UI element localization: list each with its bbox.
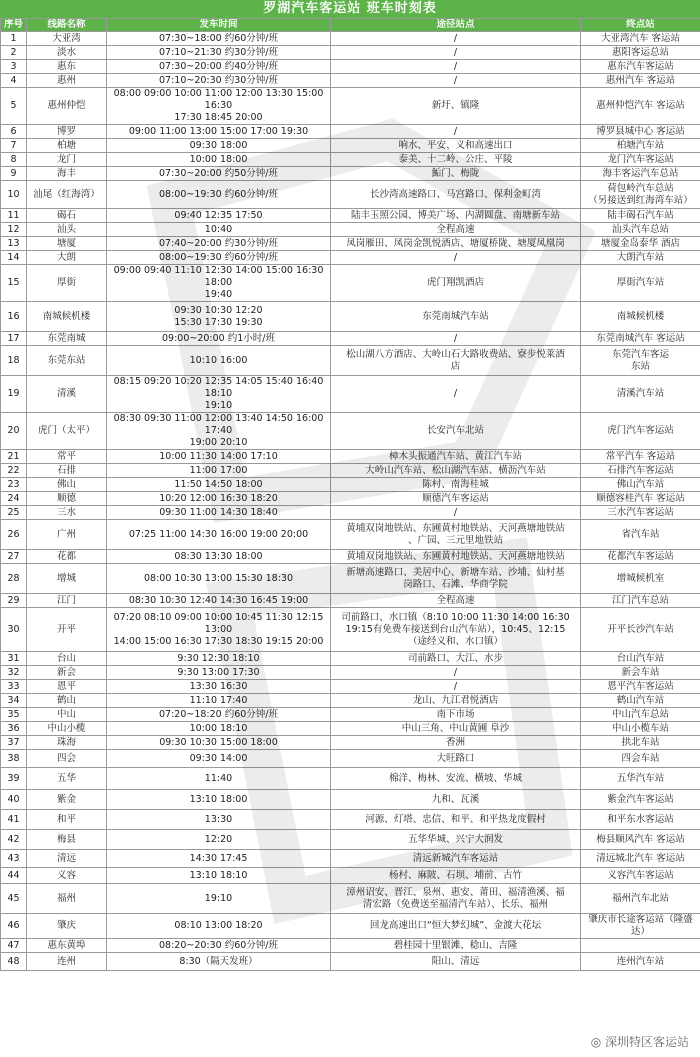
cell-time: 11:50 14:50 18:00 xyxy=(107,478,331,492)
table-row xyxy=(1,520,700,550)
cell-dest: 顺德容桂汽车 客运站 xyxy=(581,492,700,506)
cell-via: 阳山、清远 xyxy=(331,953,581,971)
cell-line: 塘厦 xyxy=(27,237,107,251)
table-row xyxy=(1,790,700,810)
table-row xyxy=(1,708,700,722)
table-row xyxy=(1,652,700,666)
cell-line: 常平 xyxy=(27,450,107,464)
cell-line: 汕头 xyxy=(27,223,107,237)
cell-via: / xyxy=(331,506,581,520)
cell-no: 47 xyxy=(1,939,27,953)
cell-time: 11:00 17:00 xyxy=(107,464,331,478)
cell-no: 9 xyxy=(1,167,27,181)
cell-dest: 柏塘汽车站 xyxy=(581,139,700,153)
cell-time: 13:10 18:10 xyxy=(107,868,331,884)
cell-via: 漳州诏安、晋江、泉州、惠安、莆田、福清渔溪、福 清宏路（免费送至福清汽车站）、长乐、福州 xyxy=(331,884,581,914)
cell-no: 43 xyxy=(1,850,27,868)
cell-no: 19 xyxy=(1,376,27,413)
table-row xyxy=(1,167,700,181)
cell-dest: 义容汽车客运站 xyxy=(581,868,700,884)
cell-time: 09:30 10:30 12:20 15:30 17:30 19:30 xyxy=(107,302,331,332)
cell-time: 08:20~20:30 约60分钟/班 xyxy=(107,939,331,953)
cell-line: 中山 xyxy=(27,708,107,722)
table-row xyxy=(1,830,700,850)
cell-dest: 惠州仲恺汽车 客运站 xyxy=(581,88,700,125)
cell-time: 08:10 13:00 18:20 xyxy=(107,914,331,939)
cell-time: 12:20 xyxy=(107,830,331,850)
cell-line: 增城 xyxy=(27,564,107,594)
cell-line: 惠州仲恺 xyxy=(27,88,107,125)
cell-line: 汕尾（红海湾） xyxy=(27,181,107,209)
cell-line: 惠州 xyxy=(27,74,107,88)
table-row xyxy=(1,223,700,237)
cell-time: 09:30 11:00 14:30 18:40 xyxy=(107,506,331,520)
cell-line: 紫金 xyxy=(27,790,107,810)
table-row xyxy=(1,564,700,594)
cell-dest: 大亚湾汽车 客运站 xyxy=(581,32,700,46)
cell-no: 34 xyxy=(1,694,27,708)
cell-dest: 增城候机室 xyxy=(581,564,700,594)
cell-via: / xyxy=(331,251,581,265)
cell-via: 虎门翔凯酒店 xyxy=(331,265,581,302)
cell-via: / xyxy=(331,666,581,680)
cell-no: 15 xyxy=(1,265,27,302)
cell-dest: 肇庆市长途客运站（隆盛达） xyxy=(581,914,700,939)
cell-no: 14 xyxy=(1,251,27,265)
cell-no: 31 xyxy=(1,652,27,666)
cell-time: 07:30~20:00 约40分钟/班 xyxy=(107,60,331,74)
cell-dest: 五华汽车站 xyxy=(581,768,700,790)
cell-via: 陈村、南海桂城 xyxy=(331,478,581,492)
table-row xyxy=(1,209,700,223)
cell-no: 2 xyxy=(1,46,27,60)
table-row xyxy=(1,125,700,139)
schedule-table xyxy=(0,18,700,971)
cell-time: 13:10 18:00 xyxy=(107,790,331,810)
watermark-logo: ◎ 深圳特区客运站 xyxy=(588,1032,692,1051)
cell-time: 11:10 17:40 xyxy=(107,694,331,708)
cell-via: / xyxy=(331,46,581,60)
cell-time: 09:00 11:00 13:00 15:00 17:00 19:30 xyxy=(107,125,331,139)
cell-via: 清远新城汽车客运站 xyxy=(331,850,581,868)
cell-line: 广州 xyxy=(27,520,107,550)
table-row xyxy=(1,666,700,680)
cell-line: 连州 xyxy=(27,953,107,971)
cell-via: / xyxy=(331,125,581,139)
cell-dest: 紫金汽车客运站 xyxy=(581,790,700,810)
cell-via: 长安汽车北站 xyxy=(331,413,581,450)
cell-time: 08:15 09:20 10:20 12:35 14:05 15:40 16:40 18:10 19:10 xyxy=(107,376,331,413)
table-row xyxy=(1,32,700,46)
cell-time: 11:40 xyxy=(107,768,331,790)
table-row xyxy=(1,332,700,346)
cell-no: 18 xyxy=(1,346,27,376)
cell-time: 10:10 16:00 xyxy=(107,346,331,376)
table-row xyxy=(1,181,700,209)
cell-time: 13:30 16:30 xyxy=(107,680,331,694)
cell-line: 恩平 xyxy=(27,680,107,694)
cell-dest: 塘厦金岛泰华 酒店 xyxy=(581,237,700,251)
cell-dest: 东莞南城汽车 客运站 xyxy=(581,332,700,346)
table-row xyxy=(1,478,700,492)
table-row xyxy=(1,722,700,736)
table-row xyxy=(1,608,700,652)
cell-dest: 惠州汽车 客运站 xyxy=(581,74,700,88)
table-body xyxy=(1,32,700,971)
table-row xyxy=(1,346,700,376)
cell-line: 博罗 xyxy=(27,125,107,139)
cell-line: 义容 xyxy=(27,868,107,884)
table-row xyxy=(1,464,700,478)
cell-time: 19:10 xyxy=(107,884,331,914)
cell-no: 42 xyxy=(1,830,27,850)
cell-via: 大岭山汽车站、松山湖汽车站、横沥汽车站 xyxy=(331,464,581,478)
cell-dest: 荷包岭汽车总站 （另接送到红海湾车站） xyxy=(581,181,700,209)
cell-time: 07:30~18:00 约60分钟/班 xyxy=(107,32,331,46)
cell-time: 08:30 09:30 11:00 12:00 13:40 14:50 16:00 17:40 19:00 20:10 xyxy=(107,413,331,450)
table-row xyxy=(1,265,700,302)
cell-time: 8:30（隔天发班） xyxy=(107,953,331,971)
cell-no: 26 xyxy=(1,520,27,550)
table-row xyxy=(1,750,700,768)
cell-no: 13 xyxy=(1,237,27,251)
cell-dest: 和平东水客运站 xyxy=(581,810,700,830)
cell-no: 1 xyxy=(1,32,27,46)
cell-line: 五华 xyxy=(27,768,107,790)
cell-no: 38 xyxy=(1,750,27,768)
cell-line: 江门 xyxy=(27,594,107,608)
cell-time: 10:00 11:30 14:00 17:10 xyxy=(107,450,331,464)
table-row xyxy=(1,506,700,520)
table-row xyxy=(1,736,700,750)
cell-via: / xyxy=(331,332,581,346)
cell-dest: 惠东汽车客运站 xyxy=(581,60,700,74)
cell-time: 9:30 12:30 18:10 xyxy=(107,652,331,666)
cell-line: 花都 xyxy=(27,550,107,564)
cell-time: 09:30 14:00 xyxy=(107,750,331,768)
cell-no: 39 xyxy=(1,768,27,790)
cell-time: 07:20~18:20 约60分钟/班 xyxy=(107,708,331,722)
cell-no: 6 xyxy=(1,125,27,139)
cell-line: 三水 xyxy=(27,506,107,520)
cell-line: 虎门（太平） xyxy=(27,413,107,450)
table-row xyxy=(1,914,700,939)
cell-line: 惠东 xyxy=(27,60,107,74)
cell-no: 30 xyxy=(1,608,27,652)
watermark-logo-text: 深圳特区客运站 xyxy=(604,1035,689,1049)
table-row xyxy=(1,868,700,884)
cell-no: 22 xyxy=(1,464,27,478)
cell-dest: 梅县顺风汽车 客运站 xyxy=(581,830,700,850)
cell-no: 21 xyxy=(1,450,27,464)
cell-line: 东莞东站 xyxy=(27,346,107,376)
cell-no: 45 xyxy=(1,884,27,914)
cell-dest: 鹤山汽车站 xyxy=(581,694,700,708)
table-row xyxy=(1,884,700,914)
table-row xyxy=(1,302,700,332)
cell-no: 40 xyxy=(1,790,27,810)
cell-dest: 台山汽车站 xyxy=(581,652,700,666)
cell-no: 5 xyxy=(1,88,27,125)
cell-line: 厚街 xyxy=(27,265,107,302)
cell-no: 7 xyxy=(1,139,27,153)
cell-via: 碧桂园十里银滩、稔山、吉隆 xyxy=(331,939,581,953)
cell-dest: 花都汽车客运站 xyxy=(581,550,700,564)
cell-dest: 汕头汽车总站 xyxy=(581,223,700,237)
cell-line: 大朗 xyxy=(27,251,107,265)
cell-no: 41 xyxy=(1,810,27,830)
table-row xyxy=(1,492,700,506)
cell-via: 棉洋、梅林、安流、横坡、华城 xyxy=(331,768,581,790)
header-line: 线路名称 xyxy=(27,19,107,32)
cell-line: 四会 xyxy=(27,750,107,768)
cell-via: 泰美、十二岭、公庄、平陵 xyxy=(331,153,581,167)
cell-via: 杨村、麻陂、石坝、埔前、古竹 xyxy=(331,868,581,884)
cell-time: 07:40~20:00 约30分钟/班 xyxy=(107,237,331,251)
cell-dest: 清溪汽车站 xyxy=(581,376,700,413)
cell-line: 肇庆 xyxy=(27,914,107,939)
table-row xyxy=(1,46,700,60)
cell-dest: 江门汽车总站 xyxy=(581,594,700,608)
cell-no: 8 xyxy=(1,153,27,167)
cell-dest: 拱北车站 xyxy=(581,736,700,750)
cell-dest: 中山小榄车站 xyxy=(581,722,700,736)
table-row xyxy=(1,251,700,265)
cell-dest: 厚街汽车站 xyxy=(581,265,700,302)
cell-no: 35 xyxy=(1,708,27,722)
cell-line: 中山小榄 xyxy=(27,722,107,736)
table-header-row xyxy=(1,19,700,32)
cell-via: 中山三角、中山黄圃 阜沙 xyxy=(331,722,581,736)
cell-no: 48 xyxy=(1,953,27,971)
cell-via: / xyxy=(331,60,581,74)
cell-dest: 大朗汽车站 xyxy=(581,251,700,265)
cell-time: 07:10~21:30 约30分钟/班 xyxy=(107,46,331,60)
cell-dest: 石排汽车客运站 xyxy=(581,464,700,478)
cell-via: / xyxy=(331,32,581,46)
cell-no: 36 xyxy=(1,722,27,736)
cell-via: 司前路口、水口镇（8:10 10:00 11:30 14:00 16:30 19:15有免费车接送到台山汽车站），10:45、12:15 （途经义和、水口镇） xyxy=(331,608,581,652)
cell-via: 河源、灯塔、忠信、和平、和平热龙度假村 xyxy=(331,810,581,830)
cell-dest: 龙门汽车客运站 xyxy=(581,153,700,167)
cell-via: 大旺路口 xyxy=(331,750,581,768)
cell-time: 08:30 10:30 12:40 14:30 16:45 19:00 xyxy=(107,594,331,608)
header-dest: 终点站 xyxy=(581,19,700,32)
cell-time: 07:30~20:00 约50分钟/班 xyxy=(107,167,331,181)
cell-time: 10:20 12:00 16:30 18:20 xyxy=(107,492,331,506)
cell-line: 东莞南城 xyxy=(27,332,107,346)
cell-via: 东莞南城汽车站 xyxy=(331,302,581,332)
cell-no: 29 xyxy=(1,594,27,608)
table-row xyxy=(1,953,700,971)
cell-time: 07:25 11:00 14:30 16:00 19:00 20:00 xyxy=(107,520,331,550)
cell-time: 07:20 08:10 09:00 10:00 10:45 11:30 12:15 13:00 14:00 15:00 16:30 17:30 18:30 19:15 20:00 xyxy=(107,608,331,652)
cell-dest: 虎门汽车客运站 xyxy=(581,413,700,450)
cell-dest: 新会车站 xyxy=(581,666,700,680)
cell-via: 司前路口、大江、水步 xyxy=(331,652,581,666)
cell-via: 顺德汽车客运站 xyxy=(331,492,581,506)
cell-dest: 陆丰碣石汽车站 xyxy=(581,209,700,223)
cell-line: 惠东黄埠 xyxy=(27,939,107,953)
table-row xyxy=(1,139,700,153)
cell-time: 07:10~20:30 约30分钟/班 xyxy=(107,74,331,88)
cell-no: 46 xyxy=(1,914,27,939)
cell-dest xyxy=(581,939,700,953)
cell-via: 全程高速 xyxy=(331,223,581,237)
cell-dest: 清远城北汽车 客运站 xyxy=(581,850,700,868)
cell-via: 九和、瓦溪 xyxy=(331,790,581,810)
cell-dest: 海丰客运汽车总站 xyxy=(581,167,700,181)
table-row xyxy=(1,88,700,125)
cell-via: 松山湖八方酒店、大岭山石大路收费站、寮步悦莱酒 店 xyxy=(331,346,581,376)
cell-dest: 佛山汽车站 xyxy=(581,478,700,492)
cell-time: 09:30 10:30 15:00 18:00 xyxy=(107,736,331,750)
cell-dest: 连州汽车站 xyxy=(581,953,700,971)
cell-no: 44 xyxy=(1,868,27,884)
table-row xyxy=(1,550,700,564)
cell-no: 37 xyxy=(1,736,27,750)
cell-no: 24 xyxy=(1,492,27,506)
cell-no: 12 xyxy=(1,223,27,237)
cell-no: 3 xyxy=(1,60,27,74)
cell-line: 大亚湾 xyxy=(27,32,107,46)
cell-time: 10:00 18:10 xyxy=(107,722,331,736)
cell-line: 海丰 xyxy=(27,167,107,181)
cell-time: 09:00~20:00 约1小时/班 xyxy=(107,332,331,346)
cell-no: 10 xyxy=(1,181,27,209)
cell-line: 梅县 xyxy=(27,830,107,850)
cell-time: 08:30 13:30 18:00 xyxy=(107,550,331,564)
cell-no: 33 xyxy=(1,680,27,694)
table-row xyxy=(1,694,700,708)
cell-dest: 常平汽车 客运站 xyxy=(581,450,700,464)
cell-line: 开平 xyxy=(27,608,107,652)
table-row xyxy=(1,450,700,464)
cell-time: 09:00 09:40 11:10 12:30 14:00 15:00 16:30 18:00 19:40 xyxy=(107,265,331,302)
cell-time: 9:30 13:00 17:30 xyxy=(107,666,331,680)
cell-time: 08:00~19:30 约60分钟/班 xyxy=(107,251,331,265)
cell-line: 石排 xyxy=(27,464,107,478)
cell-time: 10:40 xyxy=(107,223,331,237)
cell-no: 23 xyxy=(1,478,27,492)
header-no: 序号 xyxy=(1,19,27,32)
table-row xyxy=(1,376,700,413)
cell-no: 25 xyxy=(1,506,27,520)
cell-time: 08:00 10:30 13:00 15:30 18:30 xyxy=(107,564,331,594)
cell-no: 11 xyxy=(1,209,27,223)
cell-line: 顺德 xyxy=(27,492,107,506)
cell-line: 柏塘 xyxy=(27,139,107,153)
cell-via: 新塘高速路口、美居中心、新塘车站、沙埔、仙村基 岗路口、石滩、华商学院 xyxy=(331,564,581,594)
cell-dest: 南城候机楼 xyxy=(581,302,700,332)
header-time: 发车时间 xyxy=(107,19,331,32)
cell-no: 27 xyxy=(1,550,27,564)
table-row xyxy=(1,153,700,167)
cell-via: / xyxy=(331,680,581,694)
cell-no: 17 xyxy=(1,332,27,346)
cell-via: 新圩、镇隆 xyxy=(331,88,581,125)
header-via: 途径站点 xyxy=(331,19,581,32)
cell-no: 32 xyxy=(1,666,27,680)
cell-dest: 四会车站 xyxy=(581,750,700,768)
cell-line: 佛山 xyxy=(27,478,107,492)
cell-dest: 恩平汽车客运站 xyxy=(581,680,700,694)
cell-line: 清溪 xyxy=(27,376,107,413)
table-row xyxy=(1,74,700,88)
cell-dest: 省汽车站 xyxy=(581,520,700,550)
cell-via: 陆丰玉照公园、博美广场、内湖圆盘、南塘新车站 xyxy=(331,209,581,223)
cell-dest: 中山汽车总站 xyxy=(581,708,700,722)
cell-time: 09:30 18:00 xyxy=(107,139,331,153)
cell-line: 珠海 xyxy=(27,736,107,750)
cell-via: / xyxy=(331,74,581,88)
cell-via: 黄埔双岗地铁站、东圃黄村地铁站、天河燕塘地铁站 xyxy=(331,550,581,564)
cell-line: 碣石 xyxy=(27,209,107,223)
cell-dest: 博罗县城中心 客运站 xyxy=(581,125,700,139)
cell-via: / xyxy=(331,376,581,413)
table-row xyxy=(1,237,700,251)
cell-line: 新会 xyxy=(27,666,107,680)
table-row xyxy=(1,768,700,790)
cell-line: 南城候机楼 xyxy=(27,302,107,332)
cell-time: 08:00 09:00 10:00 11:00 12:00 13:30 15:00 16:30 17:30 18:45 20:00 xyxy=(107,88,331,125)
cell-via: 响水、平安、义和高速出口 xyxy=(331,139,581,153)
cell-via: 南下市场 xyxy=(331,708,581,722)
cell-time: 10:00 18:00 xyxy=(107,153,331,167)
cell-dest: 惠阳客运总站 xyxy=(581,46,700,60)
cell-time: 14:30 17:45 xyxy=(107,850,331,868)
cell-line: 鹤山 xyxy=(27,694,107,708)
cell-no: 16 xyxy=(1,302,27,332)
cell-line: 和平 xyxy=(27,810,107,830)
table-row xyxy=(1,60,700,74)
cell-line: 福州 xyxy=(27,884,107,914)
cell-via: 长沙湾高速路口、马宫路口、保利金町湾 xyxy=(331,181,581,209)
cell-dest: 开平长沙汽车站 xyxy=(581,608,700,652)
page-title: 罗湖汽车客运站 班车时刻表 xyxy=(0,0,700,18)
cell-via: 五华华城、兴宁大润发 xyxy=(331,830,581,850)
cell-no: 20 xyxy=(1,413,27,450)
cell-via: 黄埔双岗地铁站、东圃黄村地铁站、天河燕塘地铁站 、广园、三元里地铁站 xyxy=(331,520,581,550)
cell-dest: 福州汽车北站 xyxy=(581,884,700,914)
cell-via: 全程高速 xyxy=(331,594,581,608)
cell-time: 13:30 xyxy=(107,810,331,830)
cell-via: 香洲 xyxy=(331,736,581,750)
table-row xyxy=(1,850,700,868)
cell-via: 凤岗雁田、凤岗金凯悦酒店、塘厦桥陇、塘厦凤凰岗 xyxy=(331,237,581,251)
cell-dest: 三水汽车客运站 xyxy=(581,506,700,520)
cell-time: 09:40 12:35 17:50 xyxy=(107,209,331,223)
table-row xyxy=(1,680,700,694)
cell-via: 樟木头振通汽车站、黄江汽车站 xyxy=(331,450,581,464)
table-row xyxy=(1,810,700,830)
table-row xyxy=(1,413,700,450)
table-row xyxy=(1,939,700,953)
cell-time: 08:00~19:30 约60分钟/班 xyxy=(107,181,331,209)
cell-line: 台山 xyxy=(27,652,107,666)
cell-no: 4 xyxy=(1,74,27,88)
cell-via: 回龙高速出口“恒大梦幻城”、金渡大花坛 xyxy=(331,914,581,939)
table-row xyxy=(1,594,700,608)
cell-line: 清远 xyxy=(27,850,107,868)
cell-line: 淡水 xyxy=(27,46,107,60)
cell-via: 龙山、九江君悦酒店 xyxy=(331,694,581,708)
cell-line: 龙门 xyxy=(27,153,107,167)
cell-dest: 东莞汽车客运 东站 xyxy=(581,346,700,376)
cell-via: 鮜门、梅陇 xyxy=(331,167,581,181)
cell-no: 28 xyxy=(1,564,27,594)
